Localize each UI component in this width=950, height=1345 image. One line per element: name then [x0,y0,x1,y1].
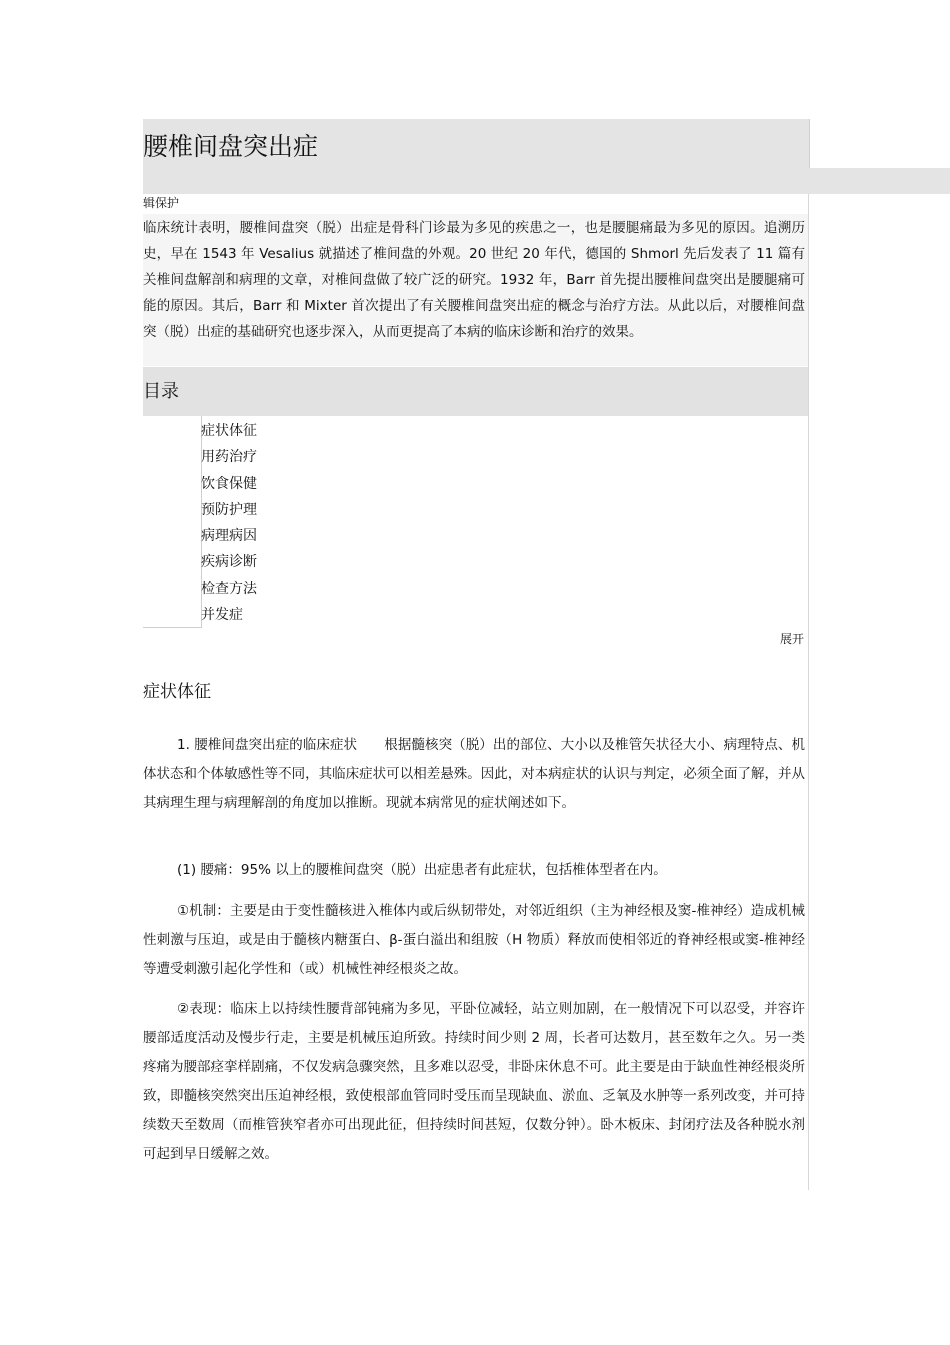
toc-item-diet[interactable]: 饮食保健 [201,475,257,492]
content-right-rule [808,194,809,1190]
toc-item-medication[interactable]: 用药治疗 [201,449,257,466]
title-band-extension [809,168,950,194]
toc-title: 目录 [143,381,179,402]
toc-item-pathology[interactable]: 病理病因 [201,528,257,545]
toc-item-symptoms[interactable]: 症状体征 [201,423,257,439]
toc-item-complications[interactable]: 并发症 [201,607,243,624]
toc-item-diagnosis[interactable]: 疾病诊断 [201,554,257,571]
section-paragraph-1: 1. 腰椎间盘突出症的临床症状 根据髓核突（脱）出的部位、大小以及椎管矢状径大小、病理特点、机体状态和个体敏感性等不同，其临床症状可以相差悬殊。因此，对本病症状的认识与判定，必须全面了解，并从其病理生理与病理解剖的角度加以推断。现就本病常见的症状阐述如下。 [143,737,805,811]
title-band-divider [809,119,810,168]
expand-link[interactable]: 展开 [780,632,805,646]
toc-item-examination[interactable]: 检查方法 [201,580,257,597]
summary-paragraph: 临床统计表明，腰椎间盘突（脱）出症是骨科门诊最为多见的疾患之一，也是腰腿痛最为多见的原因。追溯历史，早在 1543 年 Vesalius 就描述了椎间盘的外观。20 世纪 20 年代，德国的 Shmorl 先后发表了 11 篇有关椎间盘解剖和病理的文章，对椎间盘做了较广泛的研究。1932 年，Barr 首先提出腰椎间盘突出是腰腿痛可能的原因。其后，Barr 和 Mixter 首次提出了有关腰椎间盘突出症的概念与治疗方法。从此以后，对腰椎间盘突（脱）出症的基础研究也逐步深入，从而更提高了本病的临床诊断和治疗的效果。 [143,220,805,340]
toc-item-prevention[interactable]: 预防护理 [201,501,257,518]
section-paragraph-4: ②表现：临床上以持续性腰背部钝痛为多见，平卧位减轻，站立则加剧，在一般情况下可以忍受，并容许腰部适度活动及慢步行走，主要是机械压迫所致。持续时间少则 2 周，长者可达数月，甚至数年之久。另一类疼痛为腰部痉挛样剧痛，不仅发病急骤突然，且多难以忍受，非卧床休息不可。此主要是由于缺血性神经根炎所致，即髓核突然突出压迫神经根，致使根部血管同时受压而呈现缺血、淤血、乏氧及水肿等一系列改变，并可持续数天至数周（而椎管狭窄者亦可出现此征，但持续时间甚短，仅数分钟）。卧木板床、封闭疗法及各种脱水剂可起到早日缓解之效。 [143,1001,805,1162]
toc-list [201,418,257,628]
section-paragraph-3: ①机制：主要是由于变性髓核进入椎体内或后纵韧带处，对邻近组织（主为神经根及窦-椎神经）造成机械性刺激与压迫，或是由于髓核内糖蛋白、β-蛋白溢出和组胺（H 物质）释放而使相邻近的脊神经根或窦-椎神经等遭受刺激引起化学性和（或）机械性神经根炎之故。 [143,903,805,977]
toc-band [143,367,809,416]
toc-index-column [143,416,202,628]
section-paragraph-2: (1) 腰痛：95% 以上的腰椎间盘突（脱）出症患者有此症状，包括椎体型者在内。 [177,862,667,878]
edit-protect-label: 辑保护 [143,196,180,210]
page-title: 腰椎间盘突出症 [143,132,319,161]
section-heading: 症状体征 [143,682,211,702]
